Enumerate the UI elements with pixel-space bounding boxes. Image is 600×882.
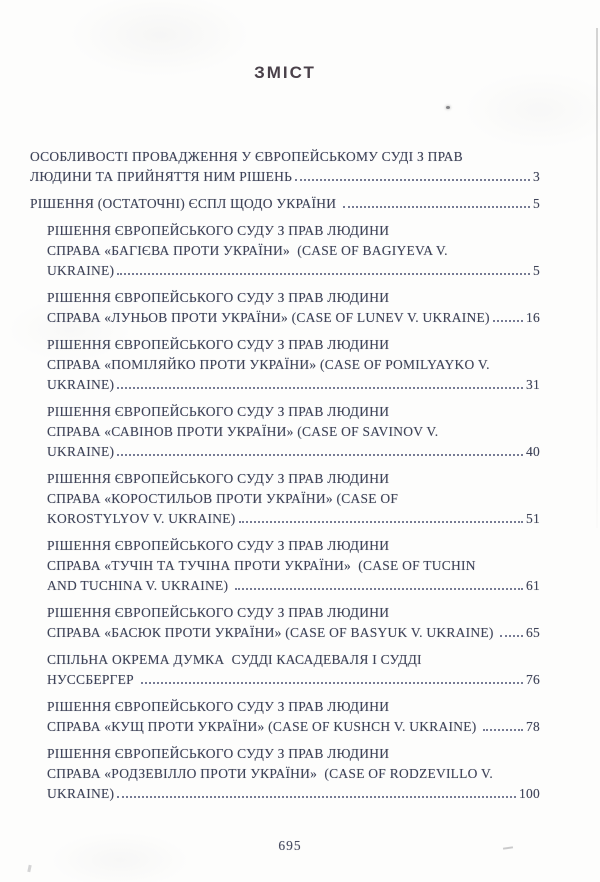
toc-entry-last-line	[30, 194, 540, 214]
toc-entry-last-line	[47, 509, 540, 529]
toc-entry	[30, 335, 540, 395]
toc-entry-line: РІШЕННЯ ЄВРОПЕЙСЬКОГО СУДУ З ПРАВ ЛЮДИНИ	[47, 337, 390, 352]
toc-entry-text: UKRAINE)	[47, 786, 115, 801]
toc-entry-page-number: 5	[533, 196, 540, 211]
toc-entry-page-number: 5	[533, 263, 540, 278]
dotted-leader	[493, 319, 523, 322]
toc-entry-last-line	[47, 670, 540, 690]
toc-entry-last-line	[47, 623, 540, 643]
toc-entry-last-line	[47, 261, 540, 281]
toc-entry-last-line	[47, 576, 540, 596]
toc-entry-line: СПРАВА «САВІНОВ ПРОТИ УКРАЇНИ» (CASE OF SAVINOV V.	[47, 424, 439, 439]
toc-entry-line: РІШЕННЯ ЄВРОПЕЙСЬКОГО СУДУ З ПРАВ ЛЮДИНИ	[47, 471, 390, 486]
toc-entry-line: СПРАВА «ПОМІЛЯЙКО ПРОТИ УКРАЇНИ» (CASE OF POMILYAYKO V.	[47, 357, 490, 372]
toc-entry-last-line	[47, 784, 540, 804]
toc-entry	[30, 536, 540, 596]
toc-entry-text: UKRAINE)	[47, 444, 115, 459]
toc-entry-line: СПРАВА «ТУЧІН ТА ТУЧІНА ПРОТИ УКРАЇНИ» (CASE OF TUCHIN	[47, 558, 476, 573]
dotted-leader	[235, 587, 523, 590]
dotted-leader	[117, 795, 516, 798]
dotted-leader	[295, 178, 530, 181]
page-title: ЗМІСТ	[254, 63, 316, 82]
toc-entry-page-number: 51	[526, 511, 540, 526]
toc-entry-line: РІШЕННЯ ЄВРОПЕЙСЬКОГО СУДУ З ПРАВ ЛЮДИНИ	[47, 746, 390, 761]
toc-entry-last-line	[30, 167, 540, 187]
toc-entry	[30, 603, 540, 643]
toc-entry-line: РІШЕННЯ ЄВРОПЕЙСЬКОГО СУДУ З ПРАВ ЛЮДИНИ	[47, 538, 390, 553]
toc-entry-text: СПРАВА «БАСЮК ПРОТИ УКРАЇНИ» (CASE OF BASYUK V. UKRAINE)	[47, 625, 498, 640]
toc-entry-line: РІШЕННЯ ЄВРОПЕЙСЬКОГО СУДУ З ПРАВ ЛЮДИНИ	[47, 223, 390, 238]
dotted-leader	[483, 728, 523, 731]
toc-entry-last-line	[47, 717, 540, 737]
scan-speck-mark	[27, 865, 31, 872]
toc-entry-last-line	[47, 442, 540, 462]
toc-entry-page-number: 31	[526, 377, 540, 392]
toc-entry-line: СПРАВА «КОРОСТИЛЬОВ ПРОТИ УКРАЇНИ» (CASE OF	[47, 491, 399, 506]
toc-entry-page-number: 78	[526, 719, 540, 734]
toc-entry-text: AND TUCHINA V. UKRAINE)	[47, 578, 232, 593]
toc-entry	[30, 402, 540, 462]
toc-entry	[30, 697, 540, 737]
toc-entry-text: ЛЮДИНИ ТА ПРИЙНЯТТЯ НИМ РІШЕНЬ	[30, 169, 293, 184]
folio-page-number: 695	[278, 838, 302, 853]
toc-entry-text: НУССБЕРГЕР	[47, 672, 138, 687]
scan-speck-dot	[446, 106, 450, 109]
toc-entry-text: СПРАВА «ЛУНЬОВ ПРОТИ УКРАЇНИ» (CASE OF LUNEV V. UKRAINE)	[47, 310, 490, 325]
toc-entry-last-line	[47, 308, 540, 328]
dotted-leader	[239, 520, 523, 523]
toc-entry-line: СПРАВА «БАГІЄВА ПРОТИ УКРАЇНИ» (CASE OF BAGIYEVA V.	[47, 243, 448, 258]
dotted-leader	[500, 634, 523, 637]
toc-entry-text: KOROSTYLYOV V. UKRAINE)	[47, 511, 236, 526]
toc-entry-page-number: 40	[526, 444, 540, 459]
toc-entry	[30, 744, 540, 804]
toc-entry-line: СПІЛЬНА ОКРЕМА ДУМКА СУДДІ КАСАДЕВАЛЯ І СУДДІ	[47, 652, 422, 667]
dotted-leader	[117, 453, 523, 456]
toc-entry-last-line	[47, 375, 540, 395]
toc-entry-line: РІШЕННЯ ЄВРОПЕЙСЬКОГО СУДУ З ПРАВ ЛЮДИНИ	[47, 404, 390, 419]
toc-entry	[30, 147, 540, 187]
toc-entry	[30, 194, 540, 214]
toc-entry-page-number: 100	[519, 786, 540, 801]
toc-entry-line: РІШЕННЯ ЄВРОПЕЙСЬКОГО СУДУ З ПРАВ ЛЮДИНИ	[47, 605, 390, 620]
toc-entry	[30, 221, 540, 281]
toc-entry-line: РІШЕННЯ ЄВРОПЕЙСЬКОГО СУДУ З ПРАВ ЛЮДИНИ	[47, 290, 390, 305]
toc-entry-page-number: 61	[526, 578, 540, 593]
scan-edge-line	[596, 28, 598, 528]
toc-entry-text: UKRAINE)	[47, 377, 115, 392]
dotted-leader	[117, 272, 530, 275]
toc-entry-text: UKRAINE)	[47, 263, 115, 278]
dotted-leader	[343, 205, 530, 208]
toc-entry-text: СПРАВА «КУЩ ПРОТИ УКРАЇНИ» (CASE OF KUSHCH V. UKRAINE)	[47, 719, 481, 734]
toc-entry-line: ОСОБЛИВОСТІ ПРОВАДЖЕННЯ У ЄВРОПЕЙСЬКОМУ СУДІ З ПРАВ	[30, 149, 463, 164]
toc-entry-page-number: 16	[526, 310, 540, 325]
dotted-leader	[141, 681, 523, 684]
toc-entry	[30, 288, 540, 328]
toc-entry-page-number: 3	[533, 169, 540, 184]
toc-entry-page-number: 76	[526, 672, 540, 687]
toc-list	[30, 147, 540, 804]
toc-entry	[30, 650, 540, 690]
toc-entry-line: РІШЕННЯ ЄВРОПЕЙСЬКОГО СУДУ З ПРАВ ЛЮДИНИ	[47, 699, 390, 714]
toc-entry-page-number: 65	[526, 625, 540, 640]
toc-entry-text: РІШЕННЯ (ОСТАТОЧНІ) ЄСПЛ ЩОДО УКРАЇНИ	[30, 196, 340, 211]
toc-entry	[30, 469, 540, 529]
dotted-leader	[117, 386, 523, 389]
toc-entry-line: СПРАВА «РОДЗЕВІЛЛО ПРОТИ УКРАЇНИ» (CASE OF RODZEVILLO V.	[47, 766, 493, 781]
